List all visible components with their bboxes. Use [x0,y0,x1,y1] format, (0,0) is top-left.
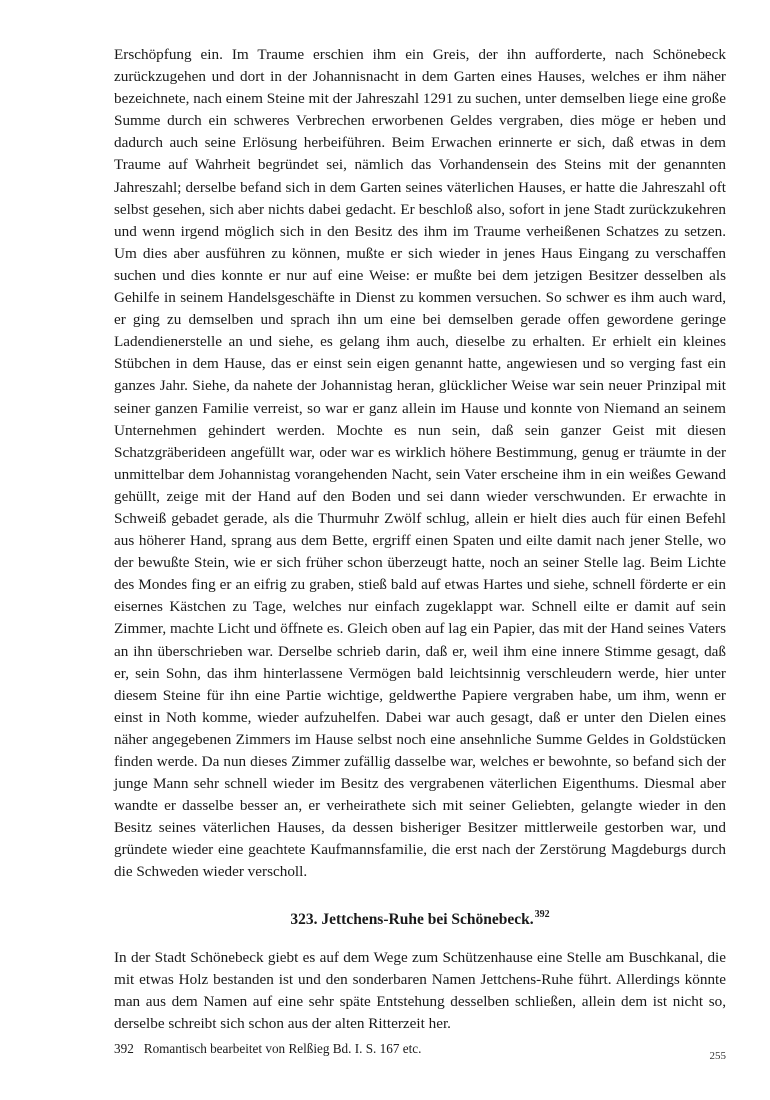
footnote-reference[interactable]: 392 [534,908,550,920]
body-paragraph-1: Erschöpfung ein. Im Traume erschien ihm ein Greis, der ihn aufforderte, nach Schönebeck zurückzugehen und dort in der Johannisnacht in dem Garten eines Hauses, welches er ihm näher bezeichnete, nach einem Steine mit der Jahreszahl 1291 zu suchen, unter demselben liege eine große Summe durch ein schweres Verbrechen erworbenen Geldes vergraben, dies möge er heben und dadurch auch seine Erlösung herbeiführen. Beim Erwachen erinnerte er sich, daß etwas in dem Traume auf Wahrheit begründet sei, nämlich das Vorhandensein des Steins mit der genannten Jahreszahl; derselbe befand sich in dem Garten seines väterlichen Hauses, er hatte die Jahreszahl oft selbst gesehen, sich aber nichts dabei gedacht. Er beschloß also, sofort in jene Stadt zurückzukehren und wenn irgend möglich sich in den Besitz des ihm im Traume verheißenen Schatzes zu setzen. Um dies aber ausführen zu können, mußte er sich wieder in jenes Haus Eingang zu verschaffen suchen und dies konnte er nur auf eine Weise: er mußte bei dem jetzigen Besitzer desselben als Gehilfe in seinem Handelsgeschäfte in Dienst zu kommen versuchen. So schwer es ihm auch ward, er ging zu demselben und sprach ihn um eine bei demselben gerade offen gewordene geringe Ladendienerstelle an und siehe, es gelang ihm auch, dieselbe zu erhalten. Er erhielt ein kleines Stübchen in dem Hause, das er einst sein eigen genannt hatte, angewiesen und so verging fast ein ganzes Jahr. Siehe, da nahete der Johannistag heran, glücklicher Weise war sein neuer Prinzipal mit seiner ganzen Familie verreist, so war er ganz allein im Hause und konnte von Niemand an seinem Unternehmen gehindert werden. Mochte es nun sein, daß sein ganzer Geist mit diesen Schatzgräberideen angefüllt war, oder war es wirklich höhere Bestimmung, genug er träumte in der unmittelbar dem Johannistag vorangehenden Nacht, sein Vater erscheine ihm in ein weißes Gewand gehüllt, zeige mit der Hand auf den Boden und sei dann wieder verschwunden. Er erwachte in Schweiß gebadet gerade, als die Thurmuhr Zwölf schlug, allein er hielt dies auch für einen Befehl aus höherer Hand, sprang aus dem Bette, ergriff einen Spaten und eilte damit nach jener Stelle, wo der bewußte Stein, wie er sich früher schon überzeugt hatte, noch an seiner Stelle lag. Beim Lichte des Mondes fing er an eifrig zu graben, stieß bald auf etwas Hartes und siehe, schnell förderte er ein eisernes Kästchen zu Tage, welches nur einfach zugeklappt war. Schnell eilte er damit auf sein Zimmer, machte Licht und öffnete es. Gleich oben auf lag ein Papier, das mit der Hand seines Vaters an ihn überschrieben war. Derselbe schrieb darin, daß er, weil ihm eine innere Stimme gesagt, daß er, sein Sohn, das ihm hinterlassene Vermögen bald leichtsinnig verschleudern werde, hier unter diesem Steine für ihn eine Partie wichtige, geldwerthe Papiere vergraben habe, um ihm, wenn er einst in Noth komme, wieder aufzuhelfen. Dabei war auch gesagt, daß er unter den Dielen eines näher angegebenen Zimmers im Hause selbst noch eine ansehnliche Summe Geldes in Goldstücken finden werde. Da nun dieses Zimmer zufällig dasselbe war, welches er bewohnte, so befand sich der junge Mann sehr schnell wieder im Besitz des vergrabenen väterlichen Eigenthums. Diesmal aber wandte er dasselbe besser an, er verheirathete sich mit seiner Geliebten, gelangte wieder in den Besitz seines väterlichen Hauses, da dessen bisheriger Besitzer mittlerweile gestorben war, und gründete wieder eine geachtete Kaufmannsfamilie, die erst nach der Zerstörung Magdeburgs durch die Schweden wieder verscholl. [114,46,726,881]
page-number: 255 [709,1050,726,1062]
footnote-number: 392 [114,1040,134,1056]
body-paragraph-2: In der Stadt Schönebeck giebt es auf dem Wege zum Schützenhause eine Stelle am Buschkanal, die mit etwas Holz bestanden ist und den sonderbaren Namen Jettchens-Ruhe führt. Allerdings könnte man aus dem Namen auf eine sehr späte Entstehung desselben schließen, allein dem ist nicht so, derselbe schreibt sich schon aus der alten Ritterzeit her. [114,948,726,1032]
section-heading [114,904,726,931]
footnote [114,1039,726,1059]
section-heading-text: 323. Jettchens-Ruhe bei Schönebeck. [290,910,534,928]
page-content [114,44,726,1059]
footnote-text: Romantisch bearbeitet von Relßieg Bd. I. S. 167 etc. [143,1040,422,1056]
